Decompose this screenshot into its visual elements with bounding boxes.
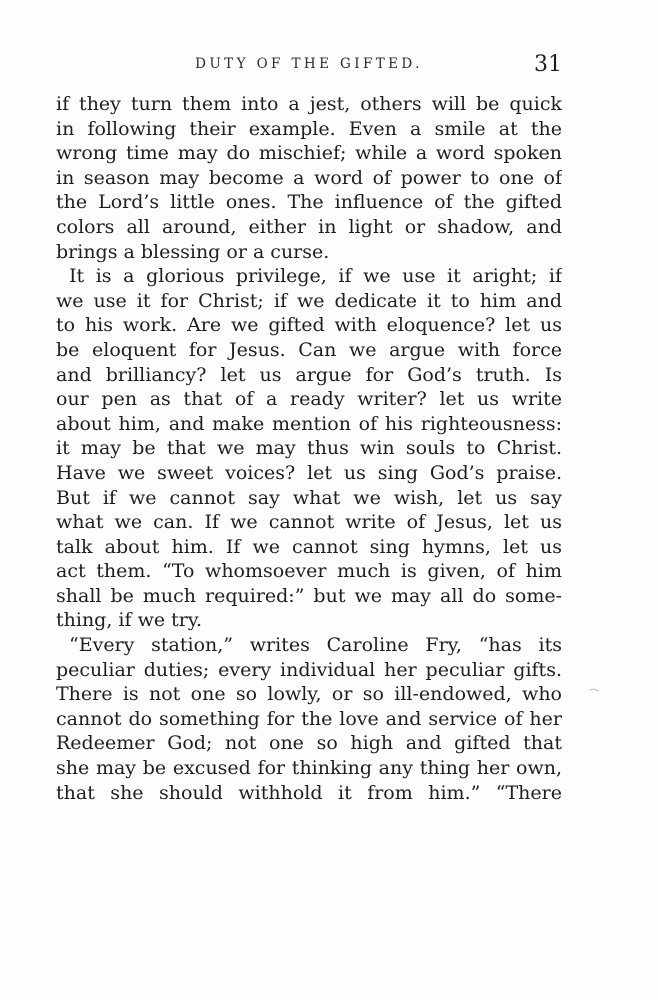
text-line: cannot do something for the love and service of her	[56, 707, 562, 730]
text-line: Redeemer God; not one so high and gifted that	[56, 732, 562, 755]
text-line: if they turn them into a jest, others will be quick	[56, 93, 562, 115]
text-line: There is not one so lowly, or so ill-endowed, who	[56, 683, 562, 706]
text-line: Have we sweet voices? let us sing God’s praise.	[56, 461, 562, 484]
text-line: be eloquent for Jesus. Can we argue with force	[56, 338, 562, 361]
text-line: brings a blessing or a curse.	[56, 240, 330, 263]
running-title: DUTY OF THE GIFTED.	[195, 56, 423, 72]
paragraph	[56, 633, 562, 805]
text-line: we use it for Christ; if we dedicate it to him and	[56, 289, 562, 312]
text-line: that she should withhold it from him.” “There	[56, 781, 562, 804]
body-text	[56, 92, 562, 805]
text-line: about him, and make mention of his righteousness:	[56, 412, 562, 435]
paper-speck	[590, 688, 600, 692]
paragraph	[56, 92, 562, 264]
text-line: what we can. If we cannot write of Jesus, let us	[56, 511, 562, 534]
text-line: It is a glorious privilege, if we use it aright; if	[69, 265, 562, 288]
text-line: she may be excused for thinking any thing her own,	[56, 757, 562, 780]
text-line: the Lord’s little ones. The influence of the gifted	[56, 191, 562, 214]
text-line: in season may become a word of power to one of	[56, 166, 562, 189]
text-line: “Every station,” writes Caroline Fry, “has its	[69, 634, 562, 657]
text-line: act them. “To whomsoever much is given, of him	[56, 560, 562, 583]
text-line: colors all around, either in light or shadow, and	[56, 215, 562, 238]
text-line: shall be much required:” but we may all do some-	[56, 584, 562, 607]
page-number: 31	[534, 52, 562, 77]
text-line: it may be that we may thus win souls to Christ.	[56, 437, 562, 460]
text-line: thing, if we try.	[56, 609, 203, 632]
running-head	[56, 54, 562, 78]
text-line: our pen as that of a ready writer? let us write	[56, 388, 562, 411]
text-line: But if we cannot say what we wish, let us say	[56, 486, 562, 509]
text-line: wrong time may do mischief; while a word spoken	[56, 142, 562, 165]
text-line: to his work. Are we gifted with eloquence? let us	[56, 314, 562, 337]
text-line: peculiar duties; every individual her peculiar gifts.	[56, 658, 562, 681]
paragraph	[56, 264, 562, 633]
text-line: talk about him. If we cannot sing hymns, let us	[56, 535, 562, 558]
text-line: and brilliancy? let us argue for God’s truth. Is	[56, 363, 562, 386]
text-line: in following their example. Even a smile at the	[56, 117, 562, 140]
